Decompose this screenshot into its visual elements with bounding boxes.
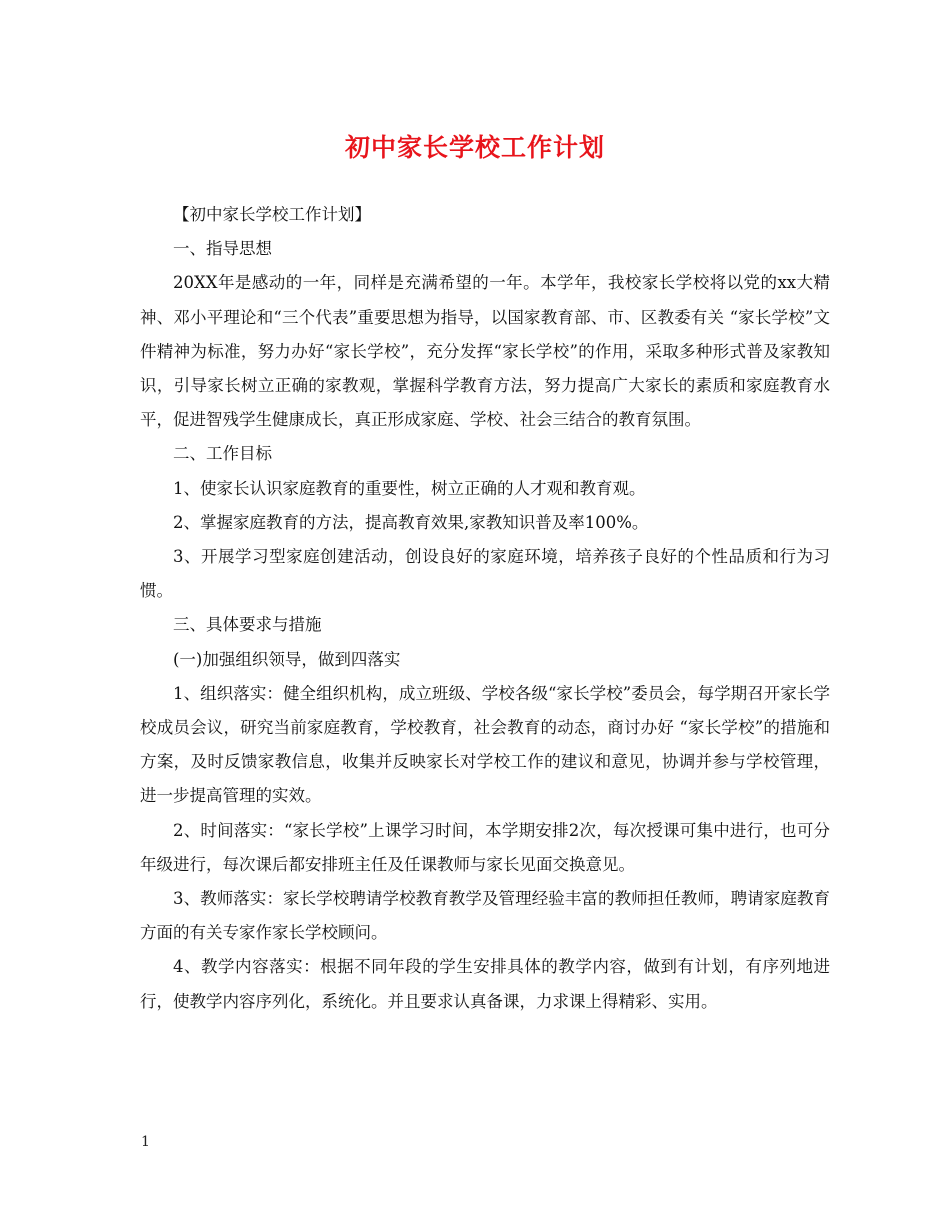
- paragraph: 20XX年是感动的一年，同样是充满希望的一年。本学年，我校家长学校将以党的xx大精神、邓小平理论和“三个代表”重要思想为指导，以国家教育部、市、区教委有关 “家长学校”文件精神为标准，努力办好“家长学校”，充分发挥“家长学校”的作用，采取多种形式普及家教知识，引导家长树立正确的家教观，掌握科学教育方法，努力提高广大家长的素质和家庭教育水平，促进智残学生健康成长，真正形成家庭、学校、社会三结合的教育氛围。: [140, 273, 830, 430]
- list-item: 3、开展学习型家庭创建活动，创设良好的家庭环境，培养孩子良好的个性品质和行为习惯。: [140, 547, 830, 601]
- section-heading: 一、指导思想: [173, 239, 272, 259]
- section-heading: 二、工作目标: [173, 444, 272, 464]
- list-item: 3、教师落实：家长学校聘请学校教育教学及管理经验丰富的教师担任教师，聘请家庭教育方面的有关专家作家长学校顾问。: [140, 889, 830, 943]
- paragraph: 【初中家长学校工作计划】: [173, 205, 371, 224]
- page-number: 1: [141, 1134, 150, 1150]
- document-body: [140, 198, 830, 1019]
- list-item: 2、掌握家庭教育的方法，提高教育效果,家教知识普及率100%。: [173, 512, 649, 532]
- list-item: 4、教学内容落实：根据不同年段的学生安排具体的教学内容，做到有计划，有序列地进行，使教学内容序列化，系统化。并且要求认真备课，力求课上得精彩、实用。: [140, 957, 830, 1011]
- list-item: 1、组织落实：健全组织机构，成立班级、学校各级“家长学校”委员会，每学期召开家长学校成员会议，研究当前家庭教育，学校教育，社会教育的动态，商讨办好 “家长学校”的措施和方案，及时反馈家教信息，收集并反映家长对学校工作的建议和意见，协调并参与学校管理，进一步提高管理的实效。: [140, 683, 830, 806]
- section-heading: 三、具体要求与措施: [173, 615, 322, 635]
- document-title: 初中家长学校工作计划: [344, 133, 605, 162]
- subsection-heading: (一)加强组织领导，做到四落实: [173, 649, 401, 669]
- list-item: 1、使家长认识家庭教育的重要性，树立正确的人才观和教育观。: [173, 478, 646, 498]
- list-item: 2、时间落实：“家长学校”上课学习时间，本学期安排2次，每次授课可集中进行，也可分年级进行，每次课后都安排班主任及任课教师与家长见面交换意见。: [140, 820, 830, 874]
